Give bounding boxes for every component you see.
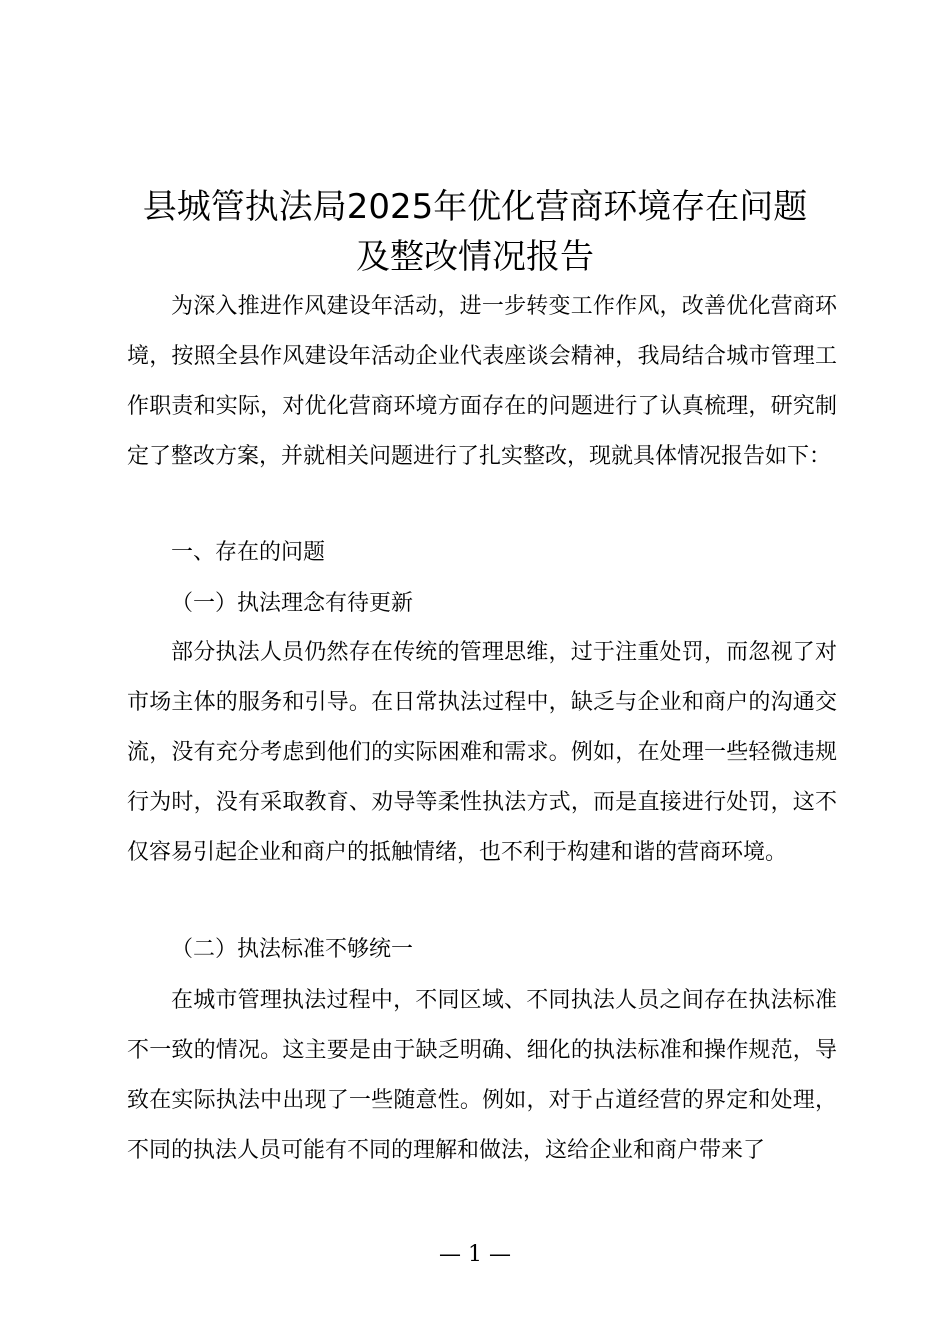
document-title-line-1: 县城管执法局2025年优化营商环境存在问题 bbox=[142, 187, 808, 227]
subsection-heading-2: （二）执法标准不够统一 bbox=[171, 937, 414, 962]
intro-paragraph: 为深入推进作风建设年活动，进一步转变工作作风，改善优化营商环境，按照全县作风建设年活动企业代表座谈会精神，我局结合城市管理工作职责和实际，对优化营商环境方面存在的问题进行了认真梳理，研究制定了整改方案，并就相关问题进行了扎实整改，现就具体情况报告如下： bbox=[127, 294, 837, 469]
subsection-1-paragraph: 部分执法人员仍然存在传统的管理思维，过于注重处罚，而忽视了对市场主体的服务和引导。在日常执法过程中，缺乏与企业和商户的沟通交流，没有充分考虑到他们的实际困难和需求。例如，在处理一些轻微违规行为时，没有采取教育、劝导等柔性执法方式，而是直接进行处罚，这不仅容易引起企业和商户的抵触情绪，也不利于构建和谐的营商环境。 bbox=[127, 640, 837, 865]
section-heading-problems: 一、存在的问题 bbox=[171, 540, 326, 565]
subsection-heading-1: （一）执法理念有待更新 bbox=[171, 591, 414, 616]
document-title-line-2: 及整改情况报告 bbox=[356, 237, 594, 277]
page-number: — 1 — bbox=[439, 1242, 511, 1267]
subsection-2-paragraph: 在城市管理执法过程中，不同区域、不同执法人员之间存在执法标准不一致的情况。这主要是由于缺乏明确、细化的执法标准和操作规范，导致在实际执法中出现了一些随意性。例如，对于占道经营的界定和处理，不同的执法人员可能有不同的理解和做法，这给企业和商户带来了 bbox=[127, 988, 837, 1163]
